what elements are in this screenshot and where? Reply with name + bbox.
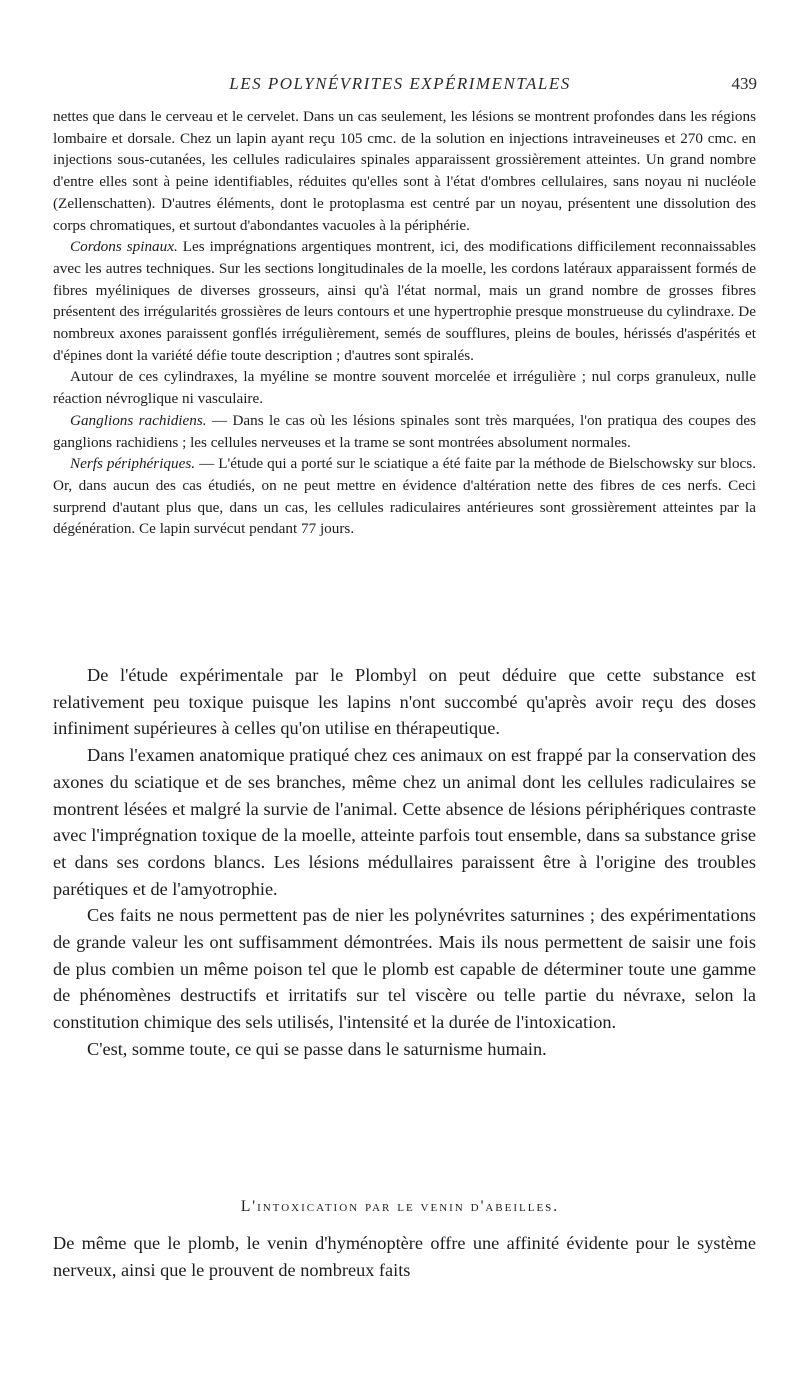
paragraph-body: Les imprégnations argentiques montrent, ici, des modifications difficilement reconnaissables avec les autres techniques. Sur les sections longitudinales de la moelle, les cordons latéraux apparaissent formés de fibres myéliniques de diverses grosseurs, ainsi qu'à l'état normal, mais un grand nombre de grosses fibres présentent des irrégularités grossières de leurs contours et une hypertrophie presque monstrueuse du cylindraxe. De nombreux axones paraissent gonflés irrégulièrement, semés de soufflures, pleins de boules, hérissés d'aspérités et d'épines dont la variété défie toute description ; d'autres sont spiralés. xyxy=(53,238,757,364)
paragraph: Ces faits ne nous permettent pas de nier les polynévrites saturnines ; des expérimentations de grande valeur les ont suffisamment démontrées. Mais ils nous permettent de saisir une fois de plus combien un même poison tel que le plomb est capable de déterminer toute une gamme de phénomènes destructifs et irritatifs sur tel viscère ou telle partie du névraxe, selon la constitution chimique des sels utilisés, l'intensité et la durée de l'intoxication. xyxy=(53,905,756,1033)
section-heading: L'intoxication par le venin d'abeilles. xyxy=(240,1198,560,1215)
running-title: LES POLYNÉVRITES EXPÉRIMENTALES xyxy=(229,74,571,93)
paragraph-body: — L'étude qui a porté sur le sciatique a été faite par la méthode de Bielschowsky sur blocs. Or, dans aucun des cas étudiés, on ne peut mettre en évidence d'altération nette des fibres de ces nerfs. Ceci surprend d'autant plus que, dans un cas, les cellules radiculaires antérieures sont grossièrement atteintes par la dégénération. Ce lapin survécut pendant 77 jours. xyxy=(53,455,757,538)
paragraph-lead: Cordons spinaux. xyxy=(70,238,178,256)
main-text-block xyxy=(53,662,756,1063)
paragraph: De l'étude expérimentale par le Plombyl on peut déduire que cette substance est relativement peu toxique puisque les lapins n'ont succombé qu'après avoir reçu des doses infiniment supérieures à celles qu'on utilise en thérapeutique. xyxy=(53,665,756,739)
page-number: 439 xyxy=(731,74,757,93)
section-text-block xyxy=(53,1230,756,1283)
paragraph: nettes que dans le cerveau et le cervelet. Dans un cas seulement, les lésions se montrent profondes dans les régions lombaire et dorsale. Chez un lapin ayant reçu 105 cmc. de la solution en injections intraveineuses et 270 cmc. en injections sous-cutanées, les cellules radiculaires spinales apparaissent grossièrement atteintes. Un grand nombre d'entre elles sont à peine identifiables, réduites qu'elles sont à l'état d'ombres cellulaires, sans noyau ni nucléole (Zellenschatten). D'autres éléments, dont le protoplasma est centré par un noyau, présentent une dissolution des corps chromatiques, et surtout d'abondantes vacuoles à la périphérie. xyxy=(53,108,756,234)
paragraph: C'est, somme toute, ce qui se passe dans le saturnisme humain. xyxy=(87,1038,547,1059)
paragraph-body: — Dans le cas où les lésions spinales sont très marquées, l'on pratiqua des coupes des ganglions rachidiens ; les cellules nerveuses et la trame se sont montrées absolument normales. xyxy=(53,411,756,451)
paragraph-lead: Nerfs périphériques. xyxy=(70,455,196,473)
paragraph: Autour de ces cylindraxes, la myéline se montre souvent morcelée et irrégulière ; nul corps granuleux, nulle réaction névroglique ni vasculaire. xyxy=(53,368,756,408)
paragraph-lead: Ganglions rachidiens. xyxy=(70,411,207,429)
paragraph: De même que le plomb, le venin d'hyménoptère offre une affinité évidente pour le système nerveux, ainsi que le prouvent de nombreux faits xyxy=(53,1233,756,1280)
paragraph: Dans l'examen anatomique pratiqué chez ces animaux on est frappé par la conservation des axones du sciatique et de ses branches, même chez un animal dont les cellules radiculaires se montrent lésées et malgré la survie de l'animal. Cette absence de lésions périphériques contraste avec l'imprégnation toxique de la moelle, atteinte parfois tout ensemble, dans sa substance grise et dans ses cordons blancs. Les lésions médullaires paraissent être à l'origine des troubles parétiques et de l'amyotrophie. xyxy=(53,745,756,899)
paragraph xyxy=(53,453,756,540)
paragraph xyxy=(53,236,756,366)
paragraph xyxy=(53,410,756,453)
running-head xyxy=(0,74,800,98)
small-print-block xyxy=(53,106,756,540)
